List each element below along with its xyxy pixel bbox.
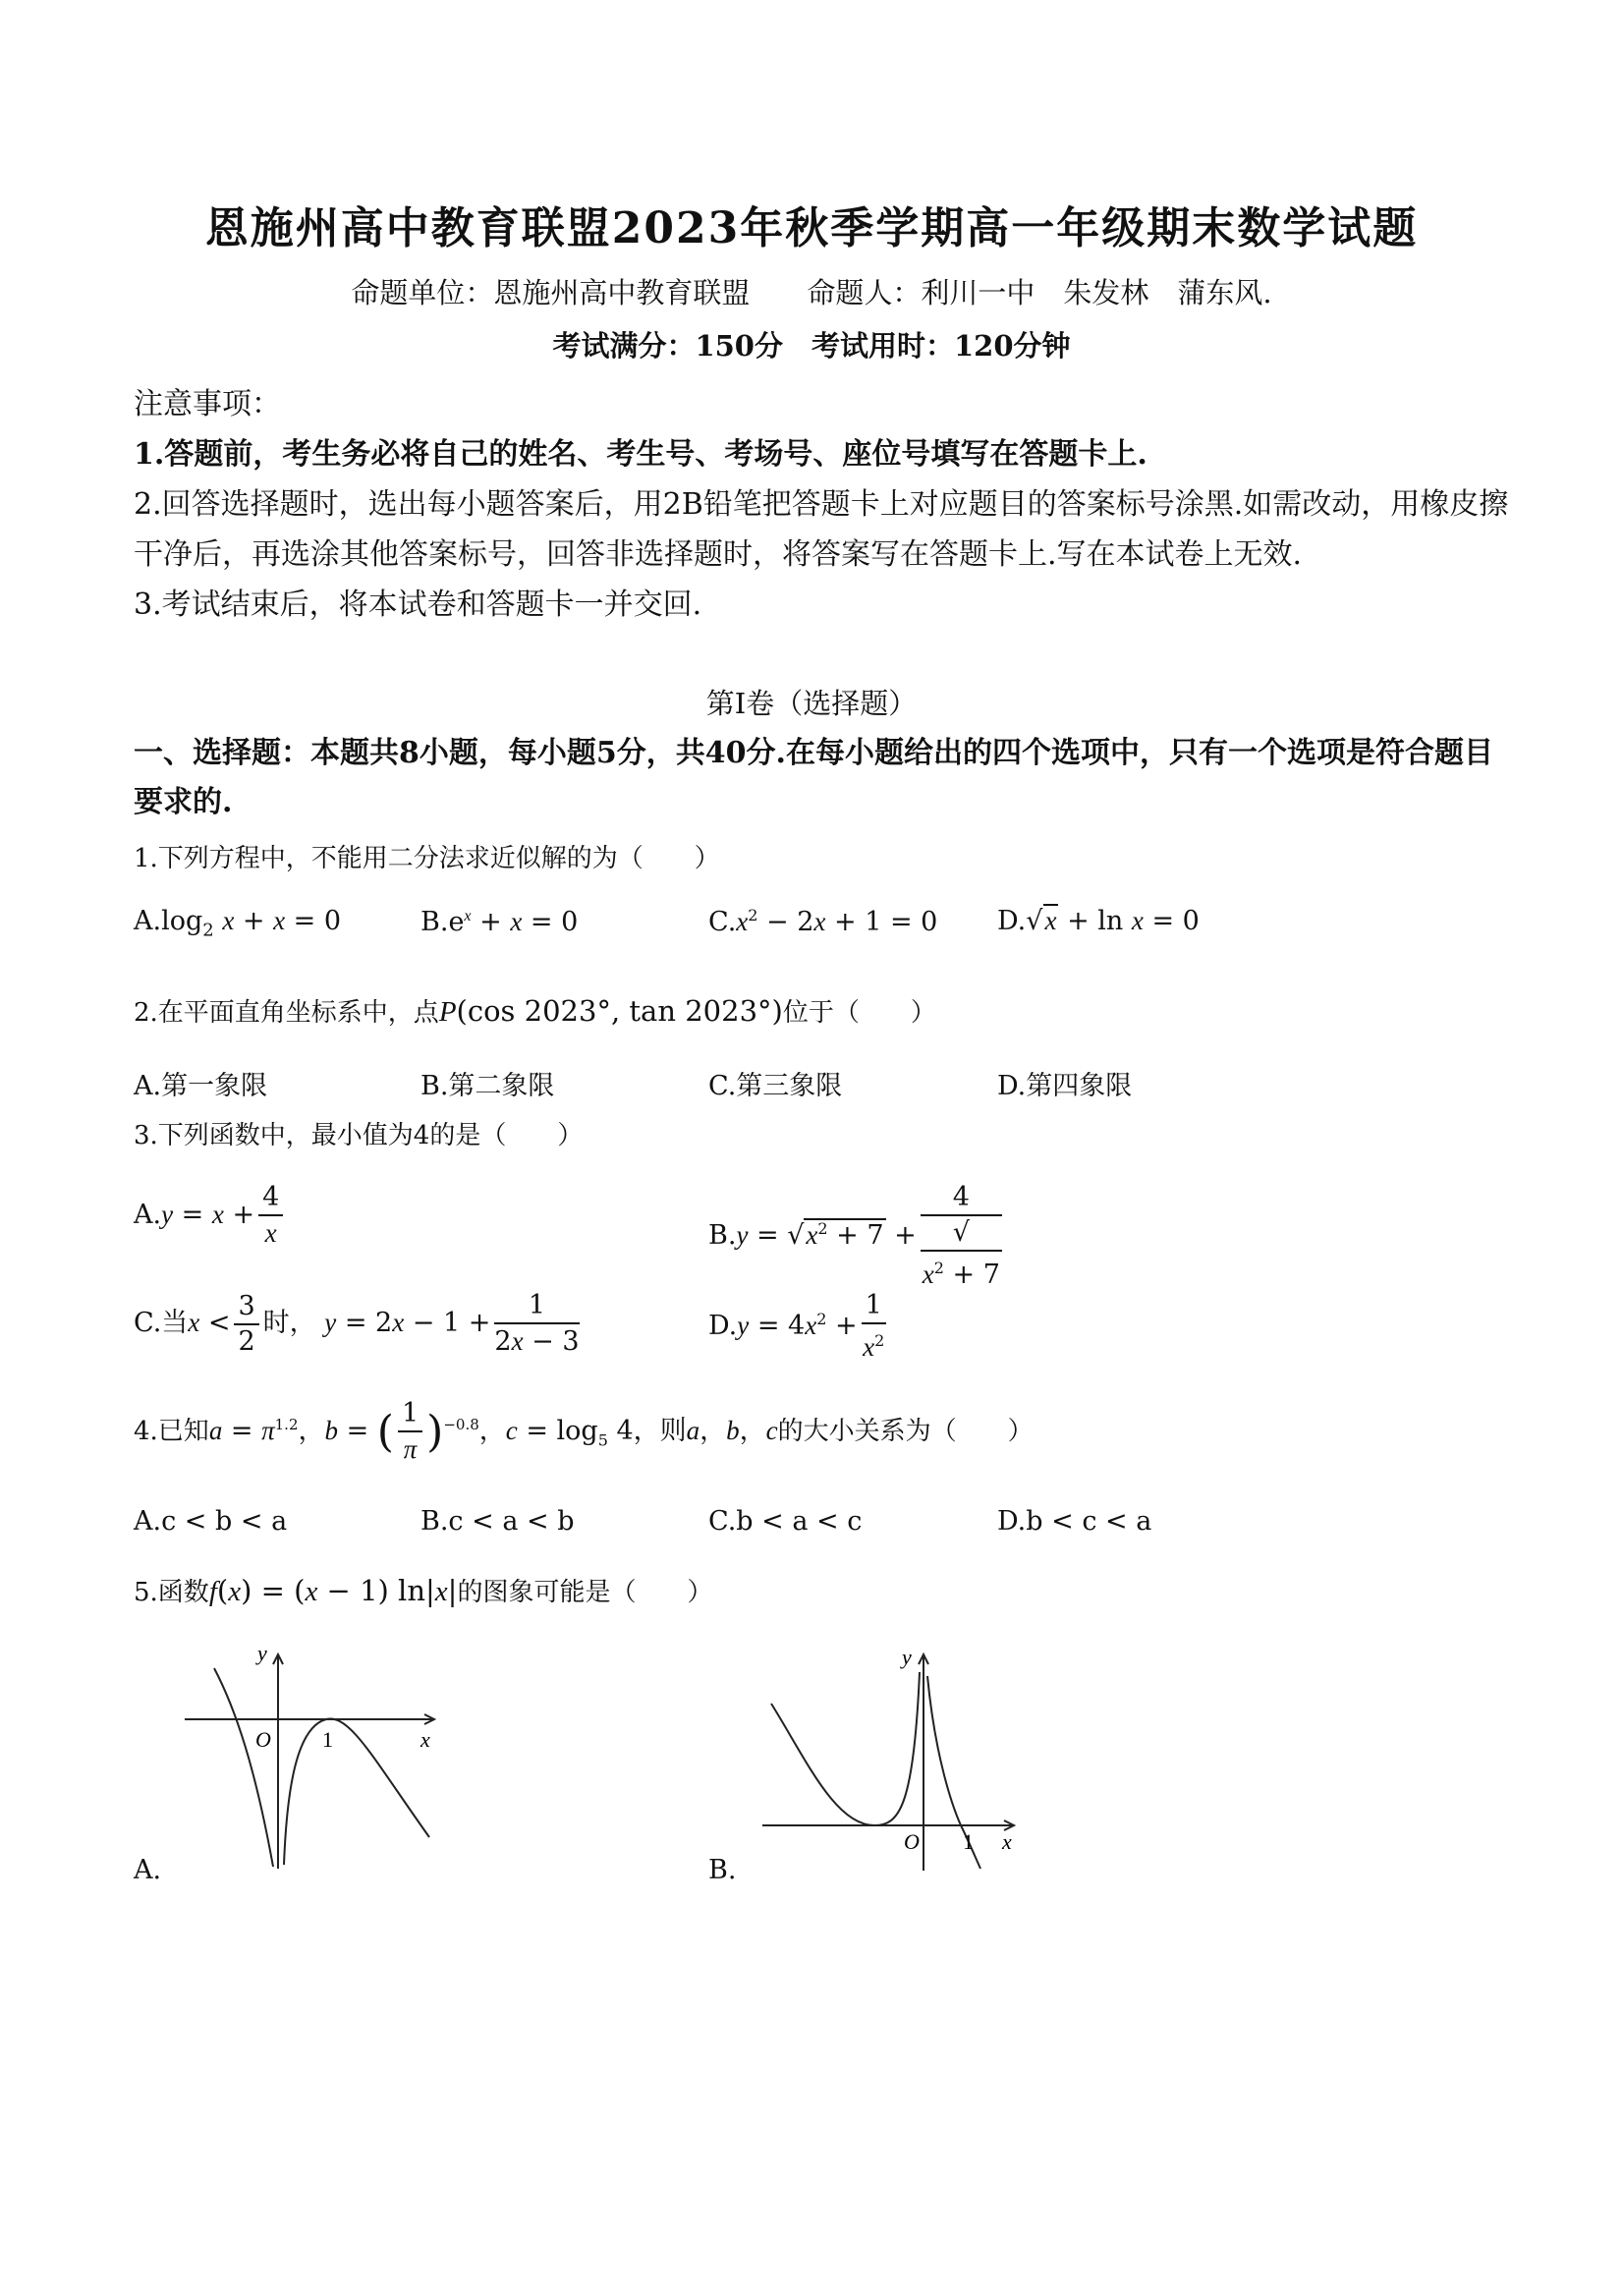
section-heading: 一、选择题：本题共8小题，每小题5分，共40分.在每小题给出的四个选项中，只有一个选项是符合题目要求的. <box>134 736 1493 819</box>
part-heading: 第Ⅰ卷（选择题） <box>705 687 918 720</box>
graph-b-origin-label: O <box>904 1829 920 1854</box>
q1-option-a-label: A. <box>134 906 162 936</box>
notes-block <box>134 379 1509 630</box>
graph-b-x-label: x <box>1002 1829 1012 1854</box>
q1-option-c: $C.x^2 - 2x + 1 = 0$ <box>708 906 938 937</box>
q2-option-a: A.第一象限 <box>134 1071 268 1101</box>
exam-info: 考试满分：150分 考试用时：120分钟 <box>552 329 1071 363</box>
q2-stem-pre: 2.在平面直角坐标系中，点 <box>134 998 439 1028</box>
notes-heading: 注意事项： <box>134 387 281 421</box>
q2-stem-post: 位于（ ） <box>782 998 936 1028</box>
q1-option-d-label: D. <box>997 906 1027 936</box>
graph-b-one-label: 1 <box>963 1829 974 1854</box>
page-title: 恩施州高中教育联盟2023年秋季学期高一年级期末数学试题 <box>204 203 1419 253</box>
q2-option-c: C.第三象限 <box>708 1071 843 1101</box>
question-3-stem: 3.下列函数中，最小值为4的是（ ） <box>134 1121 584 1150</box>
q3-option-a: A.y = x + $\frac{4}{x}$ <box>134 1181 287 1251</box>
q2-option-b: B.第二象限 <box>420 1071 555 1101</box>
graph-a-one-label: 1 <box>322 1727 333 1752</box>
note-item-1: 1.答题前，考生务必将自己的姓名、考生号、考场号、座位号填写在答题卡上. <box>134 437 1147 472</box>
q4-option-a: A.c < b < a <box>134 1506 288 1537</box>
q4-option-b: B.c < a < b <box>420 1506 575 1537</box>
q3-option-c: C.当x < $\frac{3}{2}$ 时， y = 2x − 1 + $\frac{1}{2x - 3}$ <box>134 1290 580 1357</box>
question-2-stem: 2.在平面直角坐标系中，点P(cos 2023°, tan 2023°)位于（ ） <box>134 994 936 1028</box>
q1-option-d: D.√x + ln x = 0 <box>997 906 1200 936</box>
graph-a-label: A. <box>134 1855 162 1885</box>
q1-option-b: $B.e^x + x = 0$ <box>420 907 579 937</box>
graph-a-x-label: x <box>420 1727 430 1752</box>
graph-a <box>177 1641 452 1876</box>
author-line: 命题单位：恩施州高中教育联盟 命题人：利川一中 朱发林 蒲东风. <box>351 276 1272 309</box>
q3-option-c-label: C.当 <box>134 1308 189 1338</box>
graph-b <box>756 1641 1032 1876</box>
graph-a-curve-right <box>284 1718 429 1865</box>
graph-a-origin-label: O <box>255 1727 271 1752</box>
graph-b-curve-left <box>771 1672 920 1825</box>
q1-option-c-label: C. <box>708 907 737 937</box>
q4-stem-post: 的大小关系为（ ） <box>777 1417 1034 1446</box>
q3-option-d: $D.y = 4x^2$ + $\frac{1}{x^2}$ <box>708 1290 885 1362</box>
q4-option-c: C.b < a < c <box>708 1506 863 1537</box>
graph-a-curve-left <box>214 1668 273 1867</box>
question-5-stem: 5.函数f(x) = (x − 1) ln|x|的图象可能是（ ） <box>134 1574 713 1607</box>
question-4-stem: 4.已知$a = \pi^{1.2}$，b = ( $\frac{1}{\pi}$ )$^{-0.8}$，$c = \log_5 4$，则a，b，c的大小关系为（ ） <box>134 1398 1034 1464</box>
graph-b-y-label: y <box>902 1645 912 1669</box>
q3-option-b-label: B. <box>708 1220 737 1251</box>
note-item-2: 2.回答选择题时，选出每小题答案后，用2B铅笔把答题卡上对应题目的答案标号涂黑.如需改动，用橡皮擦干净后，再选涂其他答案标号，回答非选择题时，将答案写在答题卡上.写在本试卷上无效. <box>134 487 1509 572</box>
q3-option-a-label: A. <box>134 1200 162 1230</box>
q2-option-d: D.第四象限 <box>997 1071 1133 1101</box>
q3-option-d-label: D. <box>708 1311 738 1341</box>
q1-option-a: $A.\log_2$ x + x = 0 <box>134 906 342 941</box>
graph-a-y-label: y <box>257 1641 267 1665</box>
graph-b-label: B. <box>708 1855 737 1885</box>
note-item-3: 3.考试结束后，将本试卷和答题卡一并交回. <box>134 588 702 622</box>
q4-option-d: D.b < c < a <box>997 1506 1152 1537</box>
q1-option-b-label: B. <box>420 907 449 937</box>
q5-stem-pre: 5.函数 <box>134 1578 209 1607</box>
q4-stem-pre: 4.已知 <box>134 1417 209 1446</box>
q5-stem-post: 的图象可能是（ ） <box>457 1578 713 1607</box>
q3-option-b: $B.y = √x^2 + 7$ + 4 √ $x^2 + 7$ <box>708 1182 1000 1290</box>
question-1-stem: 1.下列方程中，不能用二分法求近似解的为（ ） <box>134 844 720 873</box>
q3-option-c-mid: 时， <box>262 1308 316 1338</box>
